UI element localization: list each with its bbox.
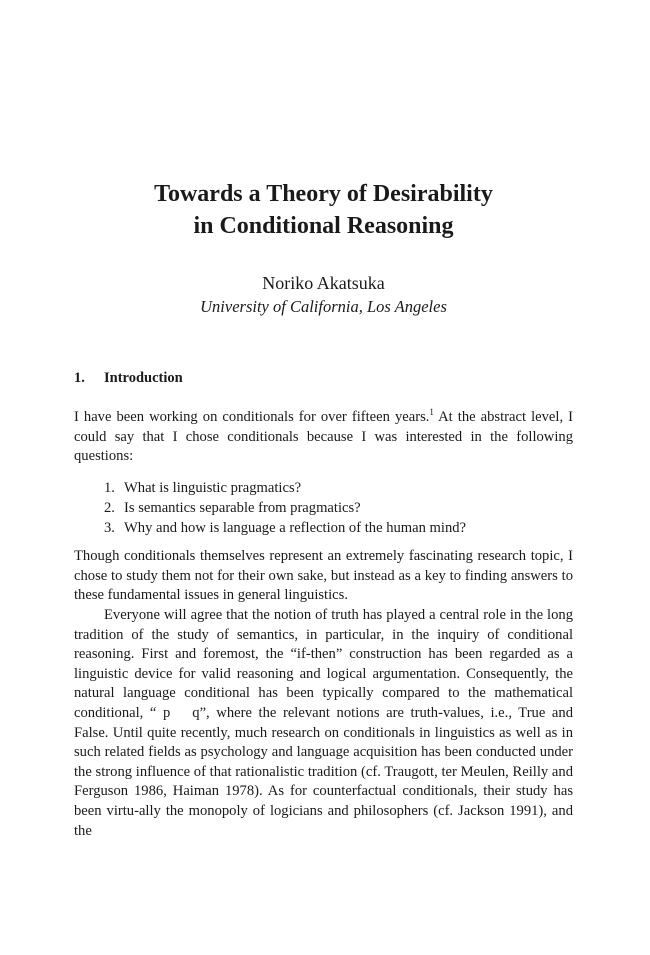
list-item-text: Why and how is language a reflection of the human mind? [124,520,467,536]
question-list [104,478,466,538]
paragraph-truth-text-b: q”, where the relevant notions are truth-values, i.e., True and False. Until quite recently, much research on conditionals in linguistics as well as in such related fields as psychology and language acquisition has been conducted under the strong influence of that rationalistic tradition (cf. Traugott, ter Meulen, Reilly and Ferguson 1986, Haiman 1978). As for counterfactual conditionals, their study has been virtu-ally the monopoly of logicians and philosophers (cf. Jackson 1991), and the [74,704,573,839]
list-item-number: 2. [104,500,115,516]
paragraph-intro [74,408,573,467]
paragraph-truth-text-a: Everyone will agree that the notion of truth has played a central role in the long tradition of the study of semantics, in particular, in the inquiry of conditional reasoning. First and foremost, the “if-then” construction has been regarded as a linguistic device for valid reasoning and logical argumentation. Consequently, the natural language conditional has been typically compared to the mathematical conditional, “ p [74,607,573,721]
list-item-number: 3. [104,520,115,536]
title-line-2: in Conditional Reasoning [193,213,454,239]
paragraph-intro-text-b: At the abstract level, I could say that I chose conditionals because I was interested in the following questions: [74,409,573,465]
list-item-text: What is linguistic pragmatics? [124,480,302,496]
author-affiliation: University of California, Los Angeles [200,297,447,316]
paper-title [74,178,573,242]
list-item [104,518,466,538]
section-heading [74,368,183,388]
paragraph-truth [74,606,573,841]
paragraph-intro-text-a: I have been working on conditionals for over fifteen years. [74,409,430,425]
list-item [104,478,466,498]
section-title: Introduction [104,370,183,386]
author-name: Noriko Akatsuka [262,273,385,293]
list-item-number: 1. [104,480,115,496]
list-item [104,498,466,518]
section-number: 1. [74,370,85,386]
list-item-text: Is semantics separable from pragmatics? [124,500,361,516]
footnote-marker: 1 [429,407,434,417]
title-line-1: Towards a Theory of Desirability [154,181,493,207]
paragraph-motivation: Though conditionals themselves represent an extremely fascinating research topic, I chose to study them not for their own sake, but instead as a key to finding answers to these fundamental issues in general linguistics. [74,548,573,604]
